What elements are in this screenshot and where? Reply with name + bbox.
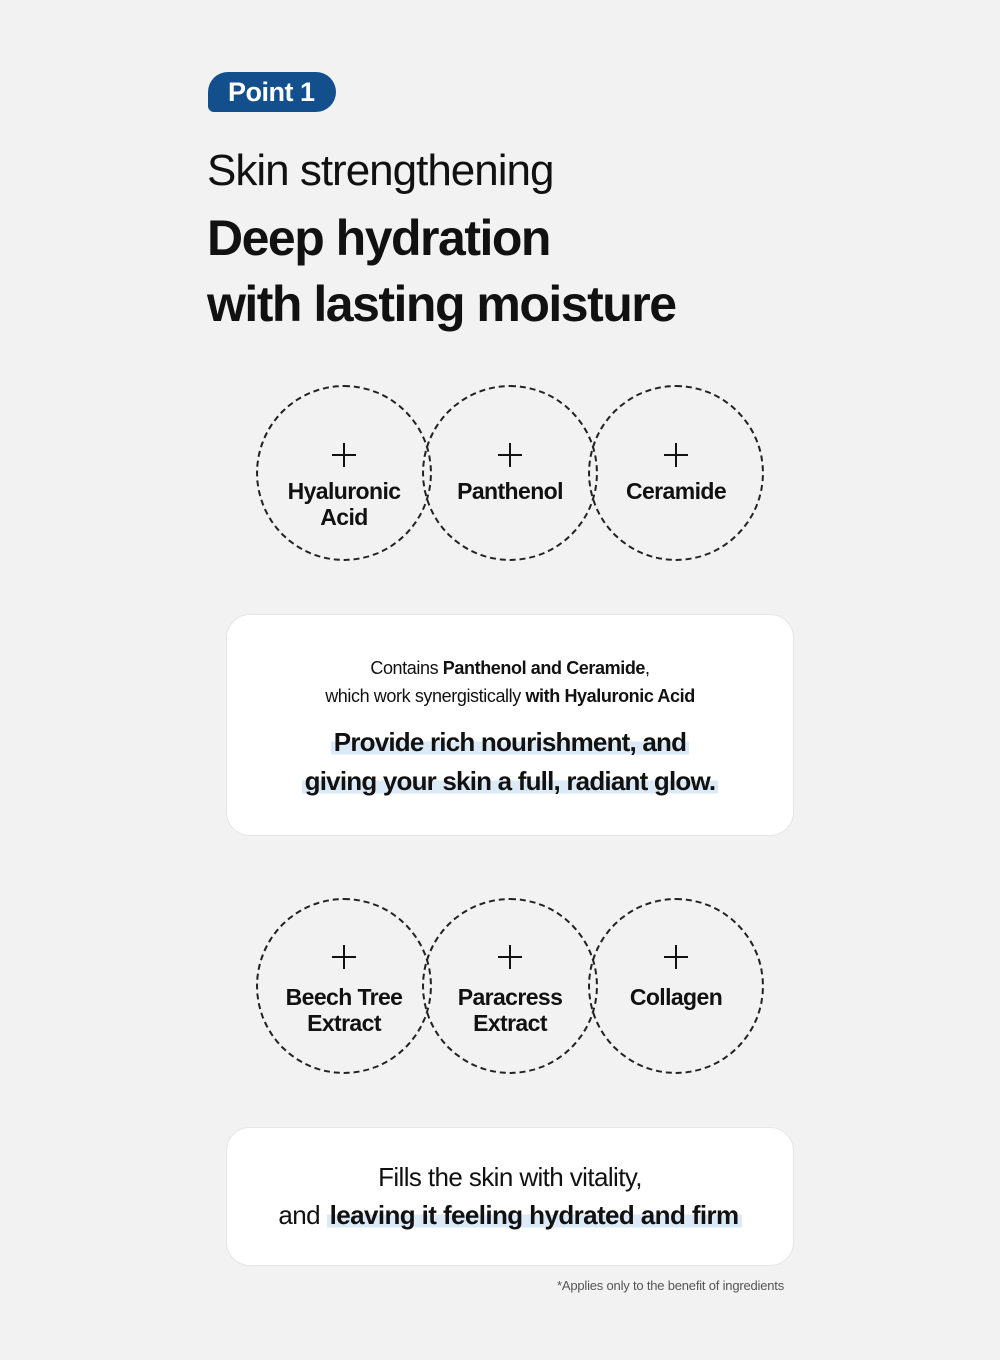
ingredient-circle-paracress-extract <box>422 898 598 1074</box>
section-subtitle: Skin strengthening <box>207 146 554 195</box>
section-headline <box>207 205 676 337</box>
card-description <box>227 654 793 710</box>
ingredient-label: Beech Tree Extract <box>285 984 403 1036</box>
ingredient-circle-collagen <box>588 898 764 1074</box>
ingredient-label: Ceramide <box>625 478 727 504</box>
highlight-line-2: giving your skin a full, radiant glow. <box>302 766 719 796</box>
plus-icon <box>498 945 522 969</box>
ingredient-label: Paracress Extract <box>457 984 563 1036</box>
card-description-line-1: Contains Panthenol and Ceramide, <box>370 658 650 678</box>
benefit-card-vitality <box>226 1127 794 1266</box>
point-badge: Point 1 <box>208 72 336 112</box>
ingredient-circle-ceramide <box>588 385 764 561</box>
ingredient-row-bottom <box>256 898 762 1076</box>
highlight-line-1: Provide rich nourishment, and <box>331 727 689 757</box>
ingredient-row-top <box>256 385 762 563</box>
ingredient-label: Hyaluronic Acid <box>287 478 401 530</box>
plus-icon <box>332 443 356 467</box>
ingredient-circle-beech-tree-extract <box>256 898 432 1074</box>
card-text-line-1: Fills the skin with vitality, <box>378 1162 642 1192</box>
card-text <box>227 1158 793 1234</box>
headline-line-1: Deep hydration <box>207 210 550 266</box>
card-text-line-2: and leaving it feeling hydrated and firm <box>227 1196 793 1234</box>
plus-icon <box>664 945 688 969</box>
benefit-card-nourishment <box>226 614 794 836</box>
headline-line-2: with lasting moisture <box>207 276 676 332</box>
card-description-line-2: which work synergistically with Hyaluronic Acid <box>325 686 695 706</box>
ingredient-label: Collagen <box>629 984 723 1010</box>
highlight-text: leaving it feeling hydrated and firm <box>327 1200 742 1230</box>
ingredient-circle-panthenol <box>422 385 598 561</box>
footnote-disclaimer: *Applies only to the benefit of ingredients <box>557 1278 784 1293</box>
ingredient-circle-hyaluronic-acid <box>256 385 432 561</box>
card-highlight <box>227 723 793 801</box>
plus-icon <box>332 945 356 969</box>
plus-icon <box>664 443 688 467</box>
plus-icon <box>498 443 522 467</box>
ingredient-label: Panthenol <box>457 478 563 504</box>
